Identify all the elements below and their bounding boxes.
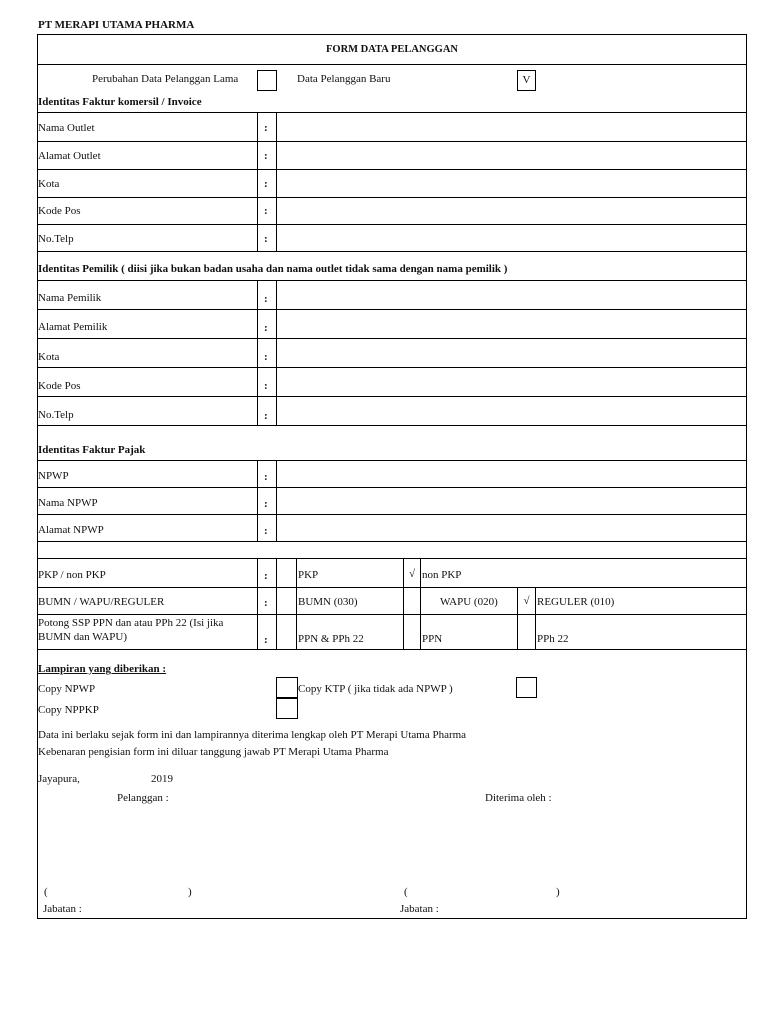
colon: : (264, 178, 268, 190)
received-by-label: Diterima oleh : (485, 792, 552, 804)
colon: : (264, 205, 268, 217)
column-line (257, 280, 258, 425)
copy-ktp-checkbox[interactable] (516, 677, 537, 698)
column-line (276, 112, 277, 251)
divider (37, 112, 747, 113)
copy-nppkp-label: Copy NPPKP (38, 704, 99, 716)
divider (37, 558, 747, 559)
attachments-title: Lampiran yang diberikan : (38, 663, 167, 675)
divider (37, 396, 747, 397)
field-label-nama-outlet: Nama Outlet (38, 122, 95, 134)
colon: : (264, 525, 268, 537)
divider (37, 141, 747, 142)
colon: : (264, 498, 268, 510)
colon: : (264, 233, 268, 245)
open-paren: ( (404, 886, 408, 898)
open-paren: ( (44, 886, 48, 898)
note-line: Data ini berlaku sejak form ini dan lampirannya diterima lengkap oleh PT Merapi Utama Pharma (38, 729, 467, 741)
signature-year: 2019 (151, 773, 173, 785)
colon: : (264, 322, 268, 334)
column-line (535, 587, 536, 649)
potong-row-label-2: BUMN dan WAPU) (38, 631, 128, 643)
divider (37, 224, 747, 225)
divider (37, 541, 747, 542)
colon: : (264, 351, 268, 363)
wapu-option: WAPU (020) (440, 596, 498, 608)
tax-section-title: Identitas Faktur Pajak (38, 444, 146, 456)
copy-nppkp-checkbox[interactable] (276, 698, 298, 719)
column-line (276, 558, 277, 649)
divider (37, 587, 747, 588)
colon: : (264, 570, 268, 582)
wapu-checkbox[interactable]: √ (523, 595, 530, 607)
field-label-alamat-outlet: Alamat Outlet (38, 150, 101, 162)
colon: : (264, 380, 268, 392)
field-label-kode-pos: Kode Pos (38, 380, 81, 392)
divider (37, 487, 747, 488)
divider (37, 309, 747, 310)
bumn-option: BUMN (030) (298, 596, 358, 608)
divider (37, 460, 747, 461)
column-line (420, 558, 421, 649)
column-line (257, 558, 258, 649)
column-line (296, 558, 297, 649)
divider (37, 197, 747, 198)
divider (37, 251, 747, 252)
customer-signature-label: Pelanggan : (117, 792, 169, 804)
divider (37, 514, 747, 515)
field-label-kode-pos: Kode Pos (38, 205, 81, 217)
bumn-row-label: BUMN / WAPU/REGULER (38, 596, 165, 608)
pkp-option: PKP (298, 569, 319, 581)
non-pkp-option: non PKP (422, 569, 462, 581)
column-line (276, 280, 277, 425)
new-customer-label: Data Pelanggan Baru (297, 73, 391, 85)
new-customer-checkbox[interactable]: V (517, 70, 536, 91)
colon: : (264, 122, 268, 134)
close-paren: ) (556, 886, 560, 898)
old-customer-checkbox[interactable] (257, 70, 277, 91)
invoice-section-title: Identitas Faktur komersil / Invoice (38, 96, 202, 108)
column-line (257, 112, 258, 251)
field-label-alamat-pemilik: Alamat Pemilik (38, 321, 108, 333)
field-label-npwp: NPWP (38, 470, 69, 482)
column-line (257, 460, 258, 541)
field-label-nama-pemilik: Nama Pemilik (38, 292, 102, 304)
divider (37, 64, 747, 65)
divider (37, 338, 747, 339)
copy-ktp-label: Copy KTP ( jika tidak ada NPWP ) (298, 683, 453, 695)
potong-row-label: Potong SSP PPN dan atau PPh 22 (Isi jika (38, 617, 224, 629)
column-line (276, 460, 277, 541)
divider (37, 649, 747, 650)
close-paren: ) (188, 886, 192, 898)
form-title: FORM DATA PELANGGAN (325, 44, 459, 55)
colon: : (264, 410, 268, 422)
colon: : (264, 150, 268, 162)
colon: : (264, 293, 268, 305)
customer-position-label: Jabatan : (43, 903, 82, 915)
divider (37, 425, 747, 426)
field-label-kota: Kota (38, 178, 60, 190)
colon: : (264, 634, 268, 646)
field-label-no-telp: No.Telp (38, 233, 74, 245)
receiver-position-label: Jabatan : (400, 903, 439, 915)
ppn-pph-option: PPN & PPh 22 (298, 633, 364, 645)
divider (37, 614, 747, 615)
field-label-kota: Kota (38, 351, 60, 363)
note-line: Kebenaran pengisian form ini diluar tanggung jawab PT Merapi Utama Pharma (38, 746, 389, 758)
reguler-option: REGULER (010) (537, 596, 615, 608)
field-label-no-telp: No.Telp (38, 409, 74, 421)
colon: : (264, 471, 268, 483)
form-frame (37, 34, 747, 919)
signature-place: Jayapura, (38, 773, 80, 785)
colon: : (264, 597, 268, 609)
pkp-row-label: PKP / non PKP (38, 569, 106, 581)
non-pkp-checkbox[interactable]: √ (408, 568, 416, 580)
old-customer-label: Perubahan Data Pelanggan Lama (92, 73, 239, 85)
divider (37, 367, 747, 368)
divider (37, 280, 747, 281)
copy-npwp-label: Copy NPWP (38, 683, 96, 695)
pph-option: PPh 22 (537, 633, 569, 645)
copy-npwp-checkbox[interactable] (276, 677, 298, 698)
field-label-nama-npwp: Nama NPWP (38, 497, 98, 509)
company-name: PT MERAPI UTAMA PHARMA (38, 19, 195, 31)
field-label-alamat-npwp: Alamat NPWP (38, 524, 104, 536)
divider (37, 169, 747, 170)
ppn-option: PPN (422, 633, 443, 645)
owner-section-title: Identitas Pemilik ( diisi jika bukan badan usaha dan nama outlet tidak sama dengan nama pemilik ) (38, 263, 508, 275)
